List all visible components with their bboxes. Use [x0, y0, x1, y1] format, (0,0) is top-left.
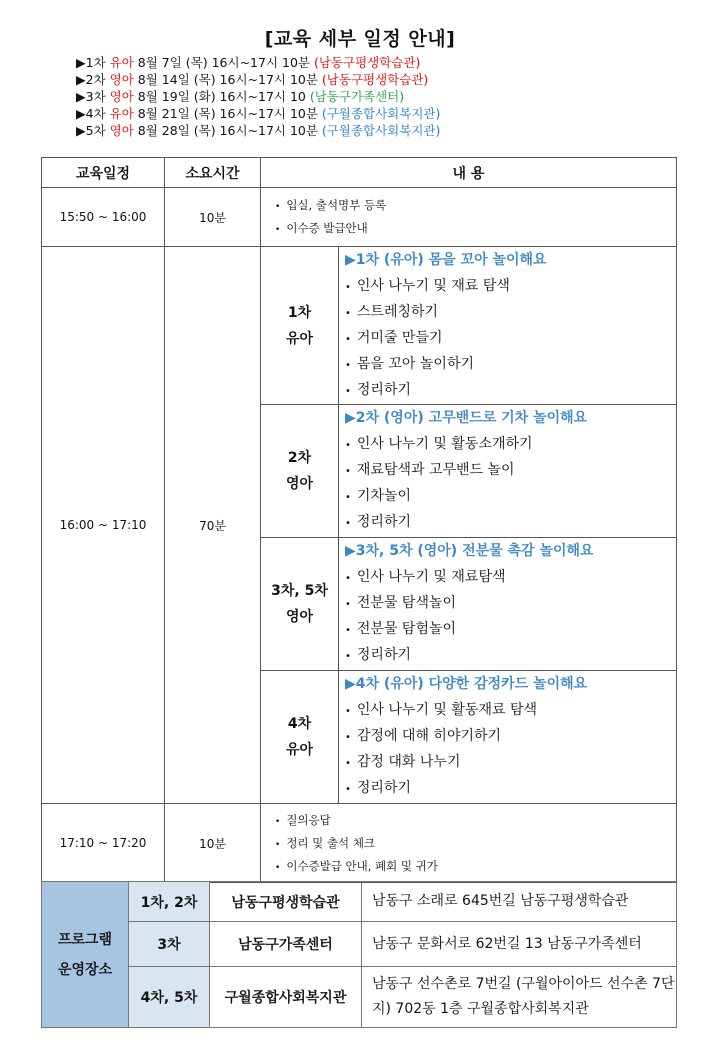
activity-cell: [339, 247, 677, 405]
list-item: • 인사 나누기 및 활동소개하기: [345, 431, 676, 457]
table-row: [42, 922, 677, 967]
list-item: • 정리하기: [345, 775, 676, 801]
schedule-line: [76, 88, 440, 105]
schedule-place: (남동구평생학습관): [321, 72, 429, 87]
schedule-date: 8월 14일 (목) 16시~17시 10분: [137, 72, 318, 87]
list-item: • 인사 나누기 및 재료탐색: [345, 564, 676, 590]
list-item: • 전분물 탐험놀이: [345, 616, 676, 642]
list-item: • 인사 나누기 및 활동재료 탐색: [345, 697, 676, 723]
schedule-line: [76, 105, 440, 122]
schedule-round: ▶4차: [76, 106, 106, 121]
location-address: 남동구 선수촌로 7번길 (구월아이아드 선수촌 7단지) 702동 1층 구월종합사회복지관: [362, 967, 677, 1028]
activity-cell: [339, 671, 677, 804]
schedule-group: 영아: [109, 123, 134, 138]
row-duration: 10분: [165, 188, 261, 247]
schedule-round: ▶2차: [76, 72, 106, 87]
list-item: • 입실, 출석명부 등록: [275, 194, 676, 217]
list-item: • 재료탐색과 고무밴드 놀이: [345, 457, 676, 483]
education-schedule-table: [41, 157, 677, 883]
header-content: 내 용: [261, 158, 677, 188]
list-item: • 이수증발급 안내, 폐회 및 귀가: [275, 855, 676, 878]
group-label: 3차, 5차 영아: [261, 538, 339, 671]
table-row: [42, 882, 677, 922]
table-row: [42, 804, 677, 883]
schedule-line: [76, 122, 440, 139]
list-item: • 정리 및 출석 체크: [275, 832, 676, 855]
table-row: [42, 967, 677, 1028]
list-item: • 이수증 발급안내: [275, 217, 676, 240]
location-address: 남동구 소래로 645번길 남동구평생학습관: [362, 882, 677, 922]
location-name: 남동구가족센터: [210, 922, 362, 967]
schedule-group: 유아: [109, 106, 134, 121]
location-address: 남동구 문화서로 62번길 13 남동구가족센터: [362, 922, 677, 967]
table-row: [42, 188, 677, 247]
page-title: [교육 세부 일정 안내]: [264, 28, 456, 50]
list-item: • 스트레칭하기: [345, 299, 676, 325]
location-name: 구월종합사회복지관: [210, 967, 362, 1028]
table-header-row: [42, 158, 677, 188]
schedule-place: (구월종합사회복지관): [321, 106, 441, 121]
activity-heading: ▶1차 (유아) 몸을 꼬아 놀이해요: [345, 252, 547, 268]
schedule-group: 유아: [109, 55, 134, 70]
activity-heading: ▶2차 (영아) 고무밴드로 기차 놀이해요: [345, 410, 588, 426]
location-round: 3차: [129, 922, 210, 967]
activity-cell: [339, 538, 677, 671]
schedule-place: (남동구평생학습관): [313, 55, 421, 70]
schedule-date: 8월 19일 (화) 16시~17시 10: [137, 89, 306, 104]
schedule-round: ▶1차: [76, 55, 106, 70]
location-round: 1차, 2차: [129, 882, 210, 922]
schedule-line: [76, 71, 440, 88]
activity-heading: ▶3차, 5차 (영아) 전분물 촉감 놀이해요: [345, 543, 594, 559]
list-item: • 전분물 탐색놀이: [345, 590, 676, 616]
table-row: [42, 247, 677, 405]
schedule-list: [76, 54, 440, 139]
row-duration: 10분: [165, 804, 261, 883]
schedule-date: 8월 7일 (목) 16시~17시 10분: [137, 55, 310, 70]
location-round: 4차, 5차: [129, 967, 210, 1028]
list-item: • 정리하기: [345, 377, 676, 403]
schedule-line: [76, 54, 440, 71]
location-name: 남동구평생학습관: [210, 882, 362, 922]
group-label: 4차 유아: [261, 671, 339, 804]
list-item: • 정리하기: [345, 642, 676, 668]
list-item: • 인사 나누기 및 재료 탐색: [345, 273, 676, 299]
row-time: 16:00 ~ 17:10: [42, 247, 165, 804]
schedule-group: 영아: [109, 72, 134, 87]
list-item: • 감정 대화 나누기: [345, 749, 676, 775]
schedule-date: 8월 21일 (목) 16시~17시 10분: [137, 106, 318, 121]
row-time: 17:10 ~ 17:20: [42, 804, 165, 883]
row-content: [261, 188, 677, 247]
row-time: 15:50 ~ 16:00: [42, 188, 165, 247]
activity-heading: ▶4차 (유아) 다양한 감정카드 놀이해요: [345, 676, 588, 692]
schedule-group: 영아: [109, 89, 134, 104]
group-label: 1차 유아: [261, 247, 339, 405]
row-content: [261, 804, 677, 883]
row-duration: 70분: [165, 247, 261, 804]
activity-cell: [339, 405, 677, 538]
group-label: 2차 영아: [261, 405, 339, 538]
schedule-round: ▶3차: [76, 89, 106, 104]
location-table: [41, 881, 677, 1028]
list-item: • 기차놀이: [345, 483, 676, 509]
list-item: • 질의응답: [275, 809, 676, 832]
header-duration: 소요시간: [165, 158, 261, 188]
schedule-round: ▶5차: [76, 123, 106, 138]
schedule-date: 8월 28일 (목) 16시~17시 10분: [137, 123, 318, 138]
list-item: • 거미줄 만들기: [345, 325, 676, 351]
list-item: • 몸을 꼬아 놀이하기: [345, 351, 676, 377]
list-item: • 정리하기: [345, 509, 676, 535]
schedule-place: (구월종합사회복지관): [321, 123, 441, 138]
header-schedule: 교육일정: [42, 158, 165, 188]
list-item: • 감정에 대해 히야기하기: [345, 723, 676, 749]
location-header: 프로그램 운영장소: [42, 882, 129, 1028]
schedule-place: (남동구가족센터): [309, 89, 405, 104]
